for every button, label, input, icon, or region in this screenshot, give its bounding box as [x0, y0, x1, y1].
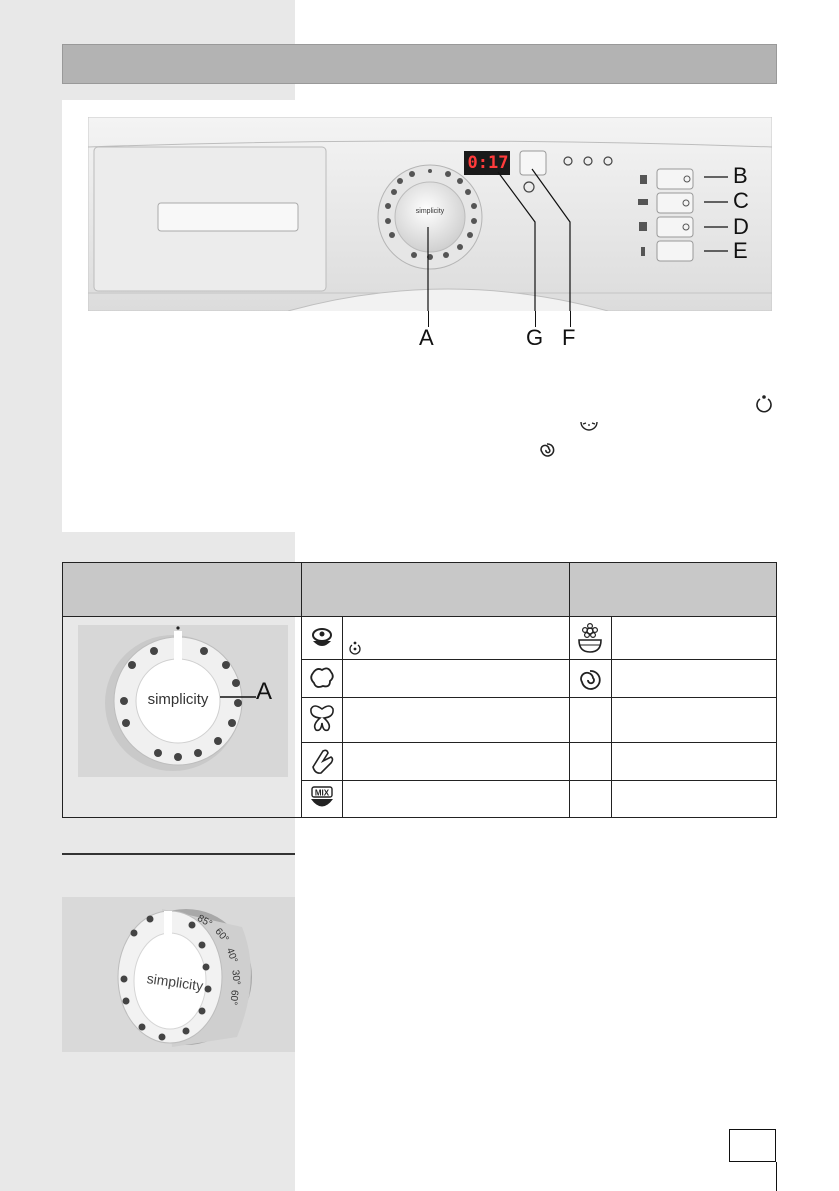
callout-a: A	[419, 325, 434, 350]
callout-b: B	[733, 163, 748, 188]
side-dial-brand: simplicity	[145, 970, 205, 994]
temp-label-1: 85°	[195, 912, 214, 931]
temp-label-3: 40°	[223, 946, 240, 965]
time-display-text: 0:17	[467, 153, 509, 173]
synthetic-icon	[308, 665, 336, 691]
spin-icon	[537, 440, 557, 460]
hand-wash-icon	[309, 747, 335, 775]
rinse-hold-icon	[578, 416, 600, 434]
section-divider	[62, 853, 295, 855]
callout-g: G	[526, 325, 544, 350]
cotton-icon	[308, 625, 336, 653]
callout-e: E	[733, 238, 748, 263]
temp-label-5: 60°	[227, 989, 240, 1006]
table-header	[63, 563, 776, 617]
brand-text-dial: simplicity	[415, 208, 445, 215]
temp-label-2: 60°	[212, 926, 231, 945]
flower-basin-icon	[576, 623, 604, 655]
butterfly-icon	[308, 703, 336, 733]
spin-row-icon	[577, 667, 603, 693]
page-number-box	[729, 1129, 776, 1162]
section-header-bar	[62, 44, 777, 84]
mix-icon	[308, 784, 336, 814]
callout-f: F	[562, 325, 576, 350]
power-icon	[753, 393, 775, 415]
dial-callout-a: A	[256, 678, 273, 705]
program-dial[interactable]	[378, 165, 482, 269]
callout-d: D	[733, 214, 749, 239]
cold-dot-icon	[348, 641, 362, 655]
page-number-line	[776, 1162, 777, 1191]
svg-text:MIX: MIX	[314, 788, 330, 798]
program-table	[62, 562, 777, 818]
dial-brand-label: simplicity	[147, 691, 209, 708]
callout-c: C	[733, 188, 749, 213]
temp-label-4: 30°	[229, 969, 242, 986]
